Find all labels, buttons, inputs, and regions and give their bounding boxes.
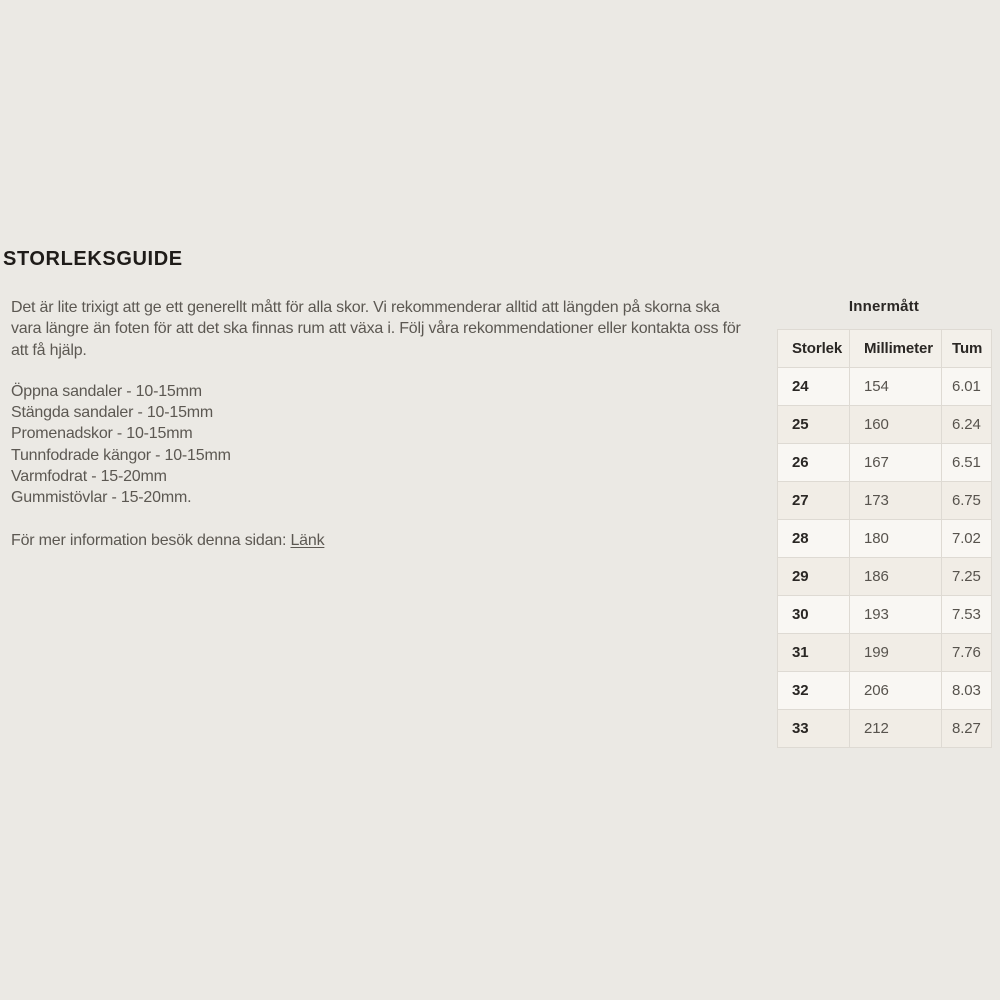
size-table — [777, 329, 992, 748]
cell-millimeter: 193 — [850, 596, 942, 634]
table-row — [778, 710, 992, 748]
cell-tum: 6.01 — [942, 368, 992, 406]
cell-storlek: 31 — [778, 634, 850, 672]
cell-storlek: 25 — [778, 406, 850, 444]
recommendation-item: Stängda sandaler - 10-15mm — [11, 404, 214, 422]
cell-millimeter: 212 — [850, 710, 942, 748]
cell-millimeter: 186 — [850, 558, 942, 596]
table-body — [778, 368, 992, 748]
cell-tum: 7.02 — [942, 520, 992, 558]
cell-tum: 6.24 — [942, 406, 992, 444]
more-info-text: För mer information besök denna sidan: — [11, 531, 291, 549]
table-row — [778, 406, 992, 444]
column-header-tum: Tum — [942, 330, 992, 368]
cell-storlek: 28 — [778, 520, 850, 558]
cell-millimeter: 167 — [850, 444, 942, 482]
cell-tum: 6.75 — [942, 482, 992, 520]
cell-millimeter: 160 — [850, 406, 942, 444]
size-table-section — [777, 298, 991, 748]
intro-paragraph: Det är lite trixigt att ge ett generellt mått för alla skor. Vi rekommenderar alltid att längden på skorna ska vara längre än foten för att det ska finnas rum att växa i. Följ våra rekommendationer eller kontakta oss för att få hjälp. — [11, 299, 741, 359]
cell-storlek: 27 — [778, 482, 850, 520]
size-guide-text-column — [3, 247, 747, 551]
cell-storlek: 32 — [778, 672, 850, 710]
cell-storlek: 24 — [778, 368, 850, 406]
recommendation-item: Gummistövlar - 15-20mm. — [11, 489, 192, 507]
recommendation-item: Varmfodrat - 15-20mm — [11, 468, 167, 486]
cell-millimeter: 199 — [850, 634, 942, 672]
table-row — [778, 444, 992, 482]
cell-storlek: 33 — [778, 710, 850, 748]
table-row — [778, 596, 992, 634]
cell-storlek: 30 — [778, 596, 850, 634]
cell-tum: 8.03 — [942, 672, 992, 710]
cell-storlek: 26 — [778, 444, 850, 482]
cell-millimeter: 154 — [850, 368, 942, 406]
cell-millimeter: 206 — [850, 672, 942, 710]
table-row — [778, 368, 992, 406]
table-title: Innermått — [848, 298, 920, 315]
cell-millimeter: 180 — [850, 520, 942, 558]
table-row — [778, 672, 992, 710]
cell-tum: 8.27 — [942, 710, 992, 748]
cell-millimeter: 173 — [850, 482, 942, 520]
cell-tum: 7.76 — [942, 634, 992, 672]
recommendation-list — [11, 381, 747, 509]
more-info-line — [11, 530, 747, 551]
recommendation-item: Öppna sandaler - 10-15mm — [11, 382, 202, 400]
cell-tum: 7.53 — [942, 596, 992, 634]
table-row — [778, 634, 992, 672]
recommendation-item: Promenadskor - 10-15mm — [11, 425, 193, 443]
column-header-storlek: Storlek — [778, 330, 850, 368]
cell-tum: 7.25 — [942, 558, 992, 596]
table-header-row — [778, 330, 992, 368]
recommendation-item: Tunnfodrade kängor - 10-15mm — [11, 446, 231, 464]
table-row — [778, 558, 992, 596]
more-info-link[interactable]: Länk — [290, 531, 325, 549]
cell-storlek: 29 — [778, 558, 850, 596]
column-header-millimeter: Millimeter — [850, 330, 942, 368]
table-row — [778, 482, 992, 520]
cell-tum: 6.51 — [942, 444, 992, 482]
table-row — [778, 520, 992, 558]
page-title: STORLEKSGUIDE — [3, 248, 183, 270]
